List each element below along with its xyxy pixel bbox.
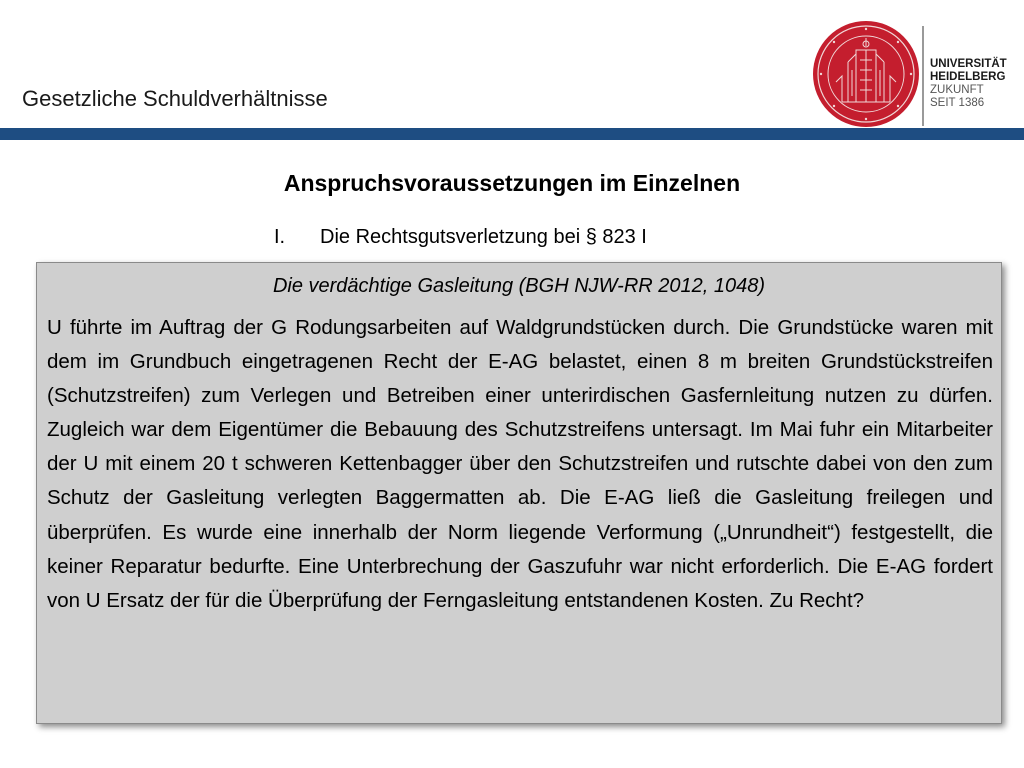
logo-divider [922, 26, 924, 126]
university-seal-icon [812, 20, 920, 128]
case-box [36, 262, 1002, 724]
logo-text-line: SEIT 1386 [930, 97, 985, 109]
subheading [274, 226, 647, 249]
logo-text-line: UNIVERSITÄT [930, 58, 1007, 70]
slide-title: Gesetzliche Schuldverhältnisse [22, 86, 328, 111]
subheading-text: Die Rechtsgutsverletzung bei § 823 I [320, 226, 647, 248]
logo-text-line: HEIDELBERG [930, 71, 1006, 83]
logo-wordmark [930, 58, 1007, 110]
logo-text-line: ZUKUNFT [930, 84, 984, 96]
main-heading: Anspruchsvoraussetzungen im Einzelnen [283, 170, 741, 196]
header-bar [0, 128, 1024, 140]
university-logo [812, 20, 1024, 128]
case-title: Die verdächtige Gasleitung (BGH NJW-RR 2012, 1048) [272, 275, 766, 297]
case-text: U führte im Auftrag der G Rodungsarbeiten auf Waldgrundstücken durch. Die Grundstücke waren mit dem im Grundbuch eingetragenen Recht der E-AG belastet, einen 8 m breiten Grundstückstreifen (Schutzstreifen) zum Verlegen und Betreiben einer unterirdischen Gasfernleitung nutzen zu dürfen. Zugleich war dem Eigentümer die Bebauung des Schutzstreifens untersagt. Im Mai fuhr ein Mitarbeiter der U mit einem 20 t schweren Kettenbagger über den Schutzstreifen und rutschte dabei von den zum Schutz der Gasleitung verlegten Baggermatten ab. Die E-AG ließ die Gasleitung freilegen und überprüfen. Es wurde eine innerhalb der Norm liegende Verformung („Unrundheit“) festgestellt, die keiner Reparatur bedurfte. Eine Unterbrechung der Gaszufuhr war nicht erforderlich. Die E-AG fordert von U Ersatz der für die Überprüfung der Ferngasleitung entstandenen Kosten. Zu Recht? [47, 316, 993, 612]
subheading-number: I. [274, 226, 286, 248]
